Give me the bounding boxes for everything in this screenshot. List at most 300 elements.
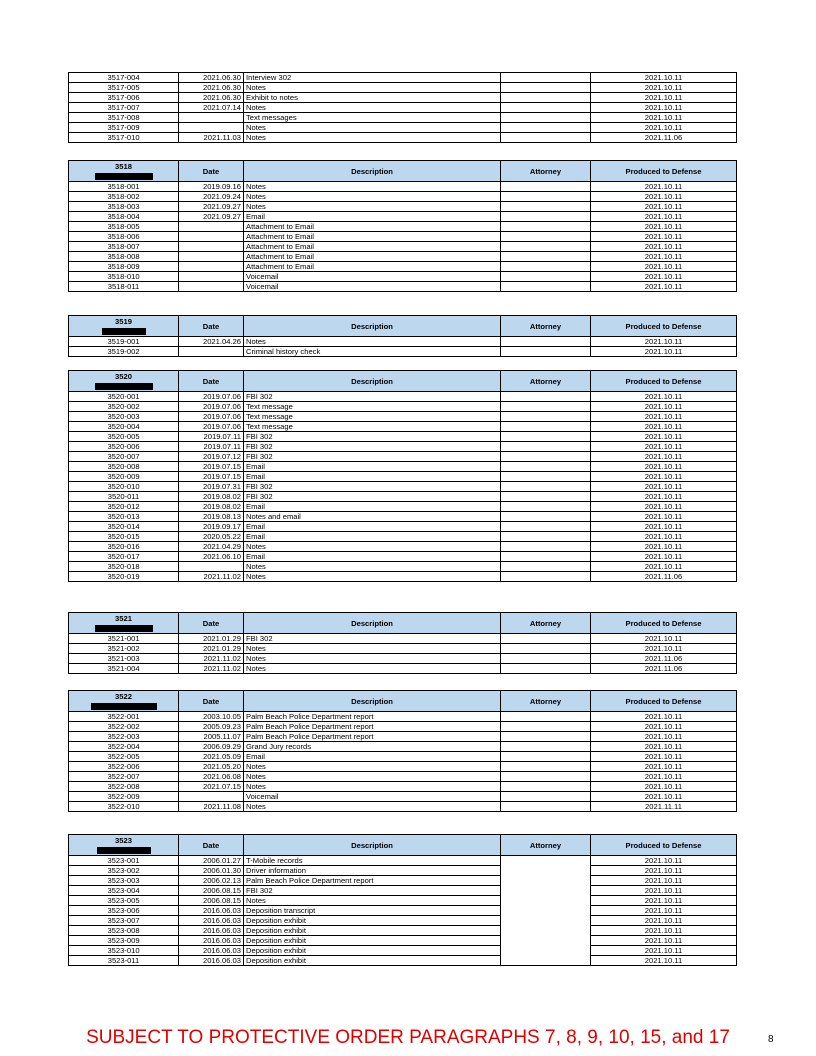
document-description: FBI 302 xyxy=(244,392,501,402)
witness-number: 3521 xyxy=(115,614,132,623)
document-description: Palm Beach Police Department report xyxy=(244,876,501,886)
document-date: 2021.05.20 xyxy=(179,762,244,772)
document-date: 2021.11.03 xyxy=(179,133,244,143)
produced-date: 2021.10.11 xyxy=(591,532,737,542)
produced-date: 2021.10.11 xyxy=(591,222,737,232)
produced-date: 2021.10.11 xyxy=(591,402,737,412)
document-id: 3520-013 xyxy=(69,512,179,522)
table-row xyxy=(69,242,737,252)
document-id: 3522-009 xyxy=(69,792,179,802)
table-row xyxy=(69,916,737,926)
produced-date: 2021.11.06 xyxy=(591,654,737,664)
document-id: 3521-004 xyxy=(69,664,179,674)
document-description: Notes xyxy=(244,182,501,192)
table-row xyxy=(69,712,737,722)
document-date xyxy=(179,242,244,252)
produced-date: 2021.10.11 xyxy=(591,752,737,762)
document-date: 2003.10.05 xyxy=(179,712,244,722)
document-description: Palm Beach Police Department report xyxy=(244,712,501,722)
document-id: 3520-003 xyxy=(69,412,179,422)
produced-date: 2021.10.11 xyxy=(591,242,737,252)
document-id: 3520-015 xyxy=(69,532,179,542)
document-date: 2021.09.27 xyxy=(179,212,244,222)
document-attorney xyxy=(501,452,591,462)
produced-date: 2021.10.11 xyxy=(591,337,737,347)
document-description: Email xyxy=(244,502,501,512)
produced-date: 2021.10.11 xyxy=(591,113,737,123)
table-row xyxy=(69,936,737,946)
redaction-bar xyxy=(91,703,157,710)
document-description: Attachment to Email xyxy=(244,232,501,242)
document-attorney xyxy=(501,412,591,422)
document-description: Attachment to Email xyxy=(244,222,501,232)
produced-date: 2021.10.11 xyxy=(591,634,737,644)
document-id: 3520-019 xyxy=(69,572,179,582)
document-date: 2021.11.08 xyxy=(179,802,244,812)
produced-date: 2021.10.11 xyxy=(591,123,737,133)
table-row xyxy=(69,482,737,492)
document-description: Attachment to Email xyxy=(244,252,501,262)
document-description: Email xyxy=(244,552,501,562)
document-attorney xyxy=(501,83,591,93)
document-attorney xyxy=(501,472,591,482)
table-row xyxy=(69,432,737,442)
document-date: 2021.06.30 xyxy=(179,73,244,83)
table-row xyxy=(69,252,737,262)
document-description: Email xyxy=(244,752,501,762)
produced-date: 2021.11.06 xyxy=(591,133,737,143)
table-row xyxy=(69,552,737,562)
document-attorney xyxy=(501,482,591,492)
produced-date: 2021.10.11 xyxy=(591,896,737,906)
document-description: Criminal history check xyxy=(244,347,501,357)
index-table-3520 xyxy=(68,370,737,582)
witness-number: 3518 xyxy=(115,162,132,171)
table-row xyxy=(69,83,737,93)
document-description: FBI 302 xyxy=(244,452,501,462)
document-attorney xyxy=(501,664,591,674)
table-row xyxy=(69,392,737,402)
document-date: 2021.06.08 xyxy=(179,772,244,782)
document-date: 2021.11.02 xyxy=(179,654,244,664)
document-date: 2021.05.09 xyxy=(179,752,244,762)
document-description: Notes xyxy=(244,83,501,93)
table-row xyxy=(69,654,737,664)
table-row xyxy=(69,442,737,452)
produced-date: 2021.10.11 xyxy=(591,782,737,792)
document-id: 3517-006 xyxy=(69,93,179,103)
document-id: 3523-010 xyxy=(69,946,179,956)
document-attorney xyxy=(501,552,591,562)
table-row xyxy=(69,772,737,782)
produced-date: 2021.10.11 xyxy=(591,712,737,722)
produced-date: 2021.10.11 xyxy=(591,412,737,422)
produced-date: 2021.10.11 xyxy=(591,462,737,472)
document-id: 3520-017 xyxy=(69,552,179,562)
table-header-row xyxy=(69,691,737,712)
document-date xyxy=(179,232,244,242)
description-header: Description xyxy=(244,691,501,712)
document-attorney xyxy=(501,337,591,347)
document-id: 3519-002 xyxy=(69,347,179,357)
produced-date: 2021.10.11 xyxy=(591,492,737,502)
document-attorney xyxy=(501,462,591,472)
document-id: 3520-007 xyxy=(69,452,179,462)
table-row xyxy=(69,472,737,482)
document-date: 2019.09.17 xyxy=(179,522,244,532)
document-description: FBI 302 xyxy=(244,442,501,452)
produced-date: 2021.10.11 xyxy=(591,452,737,462)
document-date: 2019.07.15 xyxy=(179,472,244,482)
document-description: Deposition exhibit xyxy=(244,916,501,926)
document-attorney xyxy=(501,222,591,232)
document-id: 3522-002 xyxy=(69,722,179,732)
document-attorney xyxy=(501,103,591,113)
document-date: 2019.07.06 xyxy=(179,422,244,432)
document-description: Email xyxy=(244,472,501,482)
document-date: 2019.07.11 xyxy=(179,442,244,452)
document-attorney xyxy=(501,712,591,722)
document-id: 3521-001 xyxy=(69,634,179,644)
date-header: Date xyxy=(179,691,244,712)
produced-date: 2021.10.11 xyxy=(591,262,737,272)
document-description: Notes xyxy=(244,202,501,212)
document-description: Notes xyxy=(244,572,501,582)
document-date: 2016.06.03 xyxy=(179,916,244,926)
document-date: 2016.06.03 xyxy=(179,906,244,916)
document-attorney xyxy=(501,522,591,532)
document-description: Exhibit to notes xyxy=(244,93,501,103)
document-id: 3523-005 xyxy=(69,896,179,906)
document-date: 2006.08.15 xyxy=(179,886,244,896)
document-date: 2016.06.03 xyxy=(179,936,244,946)
witness-number-header xyxy=(69,691,179,712)
document-id: 3522-001 xyxy=(69,712,179,722)
produced-header: Produced to Defense xyxy=(591,371,737,392)
table-row xyxy=(69,876,737,886)
document-attorney xyxy=(501,562,591,572)
produced-date: 2021.10.11 xyxy=(591,732,737,742)
description-header: Description xyxy=(244,613,501,634)
produced-date: 2021.10.11 xyxy=(591,522,737,532)
document-id: 3520-018 xyxy=(69,562,179,572)
document-attorney xyxy=(501,347,591,357)
produced-date: 2021.10.11 xyxy=(591,73,737,83)
document-id: 3522-003 xyxy=(69,732,179,742)
document-date: 2019.07.06 xyxy=(179,392,244,402)
table-row xyxy=(69,532,737,542)
table-row xyxy=(69,133,737,143)
produced-date: 2021.10.11 xyxy=(591,512,737,522)
date-header: Date xyxy=(179,835,244,856)
document-id: 3522-006 xyxy=(69,762,179,772)
table-header-row xyxy=(69,835,737,856)
document-date xyxy=(179,252,244,262)
document-date: 2019.09.16 xyxy=(179,182,244,192)
document-id: 3520-009 xyxy=(69,472,179,482)
table-row xyxy=(69,492,737,502)
produced-date: 2021.10.11 xyxy=(591,936,737,946)
document-date: 2021.09.27 xyxy=(179,202,244,212)
table-row xyxy=(69,123,737,133)
table-row xyxy=(69,232,737,242)
document-attorney xyxy=(501,432,591,442)
document-description: FBI 302 xyxy=(244,482,501,492)
document-attorney xyxy=(501,772,591,782)
document-description: Palm Beach Police Department report xyxy=(244,722,501,732)
document-attorney xyxy=(501,792,591,802)
document-date: 2021.06.30 xyxy=(179,93,244,103)
witness-number-header xyxy=(69,161,179,182)
produced-date: 2021.10.11 xyxy=(591,956,737,966)
document-attorney xyxy=(501,202,591,212)
document-description: Notes xyxy=(244,772,501,782)
document-date: 2016.06.03 xyxy=(179,926,244,936)
redaction-bar xyxy=(95,173,153,180)
document-description: Deposition exhibit xyxy=(244,956,501,966)
produced-date: 2021.10.11 xyxy=(591,212,737,222)
document-id: 3523-008 xyxy=(69,926,179,936)
witness-number-header xyxy=(69,371,179,392)
date-header: Date xyxy=(179,613,244,634)
table-row xyxy=(69,222,737,232)
document-description: Text messages xyxy=(244,113,501,123)
document-date: 2019.07.06 xyxy=(179,402,244,412)
document-attorney xyxy=(501,422,591,432)
document-date: 2019.07.31 xyxy=(179,482,244,492)
produced-header: Produced to Defense xyxy=(591,613,737,634)
produced-date: 2021.10.11 xyxy=(591,422,737,432)
document-attorney xyxy=(501,782,591,792)
document-attorney xyxy=(501,492,591,502)
index-table-3518 xyxy=(68,160,737,292)
attorney-header: Attorney xyxy=(501,161,591,182)
redaction-bar xyxy=(97,847,151,854)
document-date xyxy=(179,123,244,133)
table-row xyxy=(69,282,737,292)
table-row xyxy=(69,93,737,103)
document-id: 3523-001 xyxy=(69,856,179,866)
document-id: 3517-007 xyxy=(69,103,179,113)
document-id: 3522-004 xyxy=(69,742,179,752)
document-id: 3520-001 xyxy=(69,392,179,402)
produced-header: Produced to Defense xyxy=(591,835,737,856)
document-date xyxy=(179,347,244,357)
table-row xyxy=(69,113,737,123)
table-row xyxy=(69,502,737,512)
document-attorney xyxy=(501,442,591,452)
document-description: Voicemail xyxy=(244,282,501,292)
table-row xyxy=(69,462,737,472)
date-header: Date xyxy=(179,371,244,392)
document-description: Notes xyxy=(244,192,501,202)
table-row xyxy=(69,762,737,772)
document-date: 2006.02.13 xyxy=(179,876,244,886)
document-id: 3520-011 xyxy=(69,492,179,502)
document-description: FBI 302 xyxy=(244,492,501,502)
document-id: 3523-002 xyxy=(69,866,179,876)
redaction-bar xyxy=(95,625,153,632)
document-id: 3522-008 xyxy=(69,782,179,792)
document-attorney xyxy=(501,182,591,192)
table-row xyxy=(69,896,737,906)
document-description: T-Mobile records xyxy=(244,856,501,866)
document-date: 2006.01.27 xyxy=(179,856,244,866)
document-attorney xyxy=(501,644,591,654)
produced-date: 2021.10.11 xyxy=(591,876,737,886)
document-description: Voicemail xyxy=(244,272,501,282)
produced-date: 2021.10.11 xyxy=(591,866,737,876)
document-date: 2019.07.12 xyxy=(179,452,244,462)
produced-date: 2021.11.11 xyxy=(591,802,737,812)
document-date xyxy=(179,792,244,802)
produced-date: 2021.10.11 xyxy=(591,272,737,282)
witness-number-header xyxy=(69,835,179,856)
table-header-row xyxy=(69,371,737,392)
document-description: Notes xyxy=(244,782,501,792)
document-id: 3521-003 xyxy=(69,654,179,664)
table-row xyxy=(69,664,737,674)
attorney-header: Attorney xyxy=(501,371,591,392)
document-id: 3519-001 xyxy=(69,337,179,347)
table-header-row xyxy=(69,316,737,337)
document-id: 3518-002 xyxy=(69,192,179,202)
document-attorney xyxy=(501,752,591,762)
document-description: Text message xyxy=(244,402,501,412)
produced-date: 2021.10.11 xyxy=(591,926,737,936)
produced-date: 2021.10.11 xyxy=(591,432,737,442)
document-description: Notes and email xyxy=(244,512,501,522)
document-attorney xyxy=(501,512,591,522)
table-row xyxy=(69,512,737,522)
table-row xyxy=(69,182,737,192)
document-date: 2005.09.23 xyxy=(179,722,244,732)
document-description: Notes xyxy=(244,103,501,113)
produced-date: 2021.10.11 xyxy=(591,182,737,192)
table-row xyxy=(69,452,737,462)
document-id: 3518-003 xyxy=(69,202,179,212)
document-date: 2021.09.24 xyxy=(179,192,244,202)
table-row xyxy=(69,73,737,83)
document-attorney xyxy=(501,532,591,542)
table-row xyxy=(69,202,737,212)
document-date: 2006.08.15 xyxy=(179,896,244,906)
index-table-3519 xyxy=(68,315,737,357)
description-header: Description xyxy=(244,161,501,182)
produced-header: Produced to Defense xyxy=(591,691,737,712)
table-row xyxy=(69,802,737,812)
document-attorney xyxy=(501,634,591,644)
table-row xyxy=(69,866,737,876)
index-table-3523 xyxy=(68,834,737,966)
document-id: 3520-014 xyxy=(69,522,179,532)
table-row xyxy=(69,103,737,113)
document-date: 2005.11.07 xyxy=(179,732,244,742)
produced-date: 2021.10.11 xyxy=(591,347,737,357)
document-id: 3517-009 xyxy=(69,123,179,133)
document-description: FBI 302 xyxy=(244,432,501,442)
description-header: Description xyxy=(244,835,501,856)
document-id: 3518-007 xyxy=(69,242,179,252)
attorney-header: Attorney xyxy=(501,691,591,712)
table-row xyxy=(69,732,737,742)
produced-date: 2021.10.11 xyxy=(591,856,737,866)
table-row xyxy=(69,856,737,866)
document-date xyxy=(179,262,244,272)
document-attorney xyxy=(501,113,591,123)
document-date: 2021.07.15 xyxy=(179,782,244,792)
document-description: Text message xyxy=(244,412,501,422)
document-id: 3520-004 xyxy=(69,422,179,432)
table-row xyxy=(69,742,737,752)
document-date xyxy=(179,562,244,572)
document-date: 2019.07.11 xyxy=(179,432,244,442)
document-description: Notes xyxy=(244,123,501,133)
redaction-bar xyxy=(95,383,153,390)
document-attorney xyxy=(501,73,591,83)
produced-date: 2021.10.11 xyxy=(591,502,737,512)
document-description: Interview 302 xyxy=(244,73,501,83)
protective-order-notice: SUBJECT TO PROTECTIVE ORDER PARAGRAPHS 7, 8, 9, 10, 15, and 17 xyxy=(86,1027,730,1048)
produced-date: 2021.10.11 xyxy=(591,886,737,896)
document-description: Notes xyxy=(244,133,501,143)
attorney-header: Attorney xyxy=(501,835,591,856)
redaction-bar xyxy=(102,328,146,335)
document-description: Grand Jury records xyxy=(244,742,501,752)
table-row xyxy=(69,192,737,202)
document-date: 2006.01.30 xyxy=(179,866,244,876)
table-row xyxy=(69,347,737,357)
index-table-3517-continued xyxy=(68,72,737,143)
document-id: 3520-006 xyxy=(69,442,179,452)
produced-date: 2021.10.11 xyxy=(591,482,737,492)
document-date: 2016.06.03 xyxy=(179,946,244,956)
produced-date: 2021.10.11 xyxy=(591,442,737,452)
document-description: Deposition exhibit xyxy=(244,926,501,936)
document-date: 2021.11.02 xyxy=(179,664,244,674)
produced-date: 2021.10.11 xyxy=(591,722,737,732)
document-description: Notes xyxy=(244,542,501,552)
document-id: 3523-011 xyxy=(69,956,179,966)
table-row xyxy=(69,926,737,936)
document-date: 2019.08.02 xyxy=(179,502,244,512)
document-id: 3522-007 xyxy=(69,772,179,782)
witness-number-header xyxy=(69,316,179,337)
produced-date: 2021.10.11 xyxy=(591,552,737,562)
produced-date: 2021.11.06 xyxy=(591,572,737,582)
document-date: 2021.06.30 xyxy=(179,83,244,93)
document-id: 3517-008 xyxy=(69,113,179,123)
document-id: 3517-010 xyxy=(69,133,179,143)
document-attorney xyxy=(501,392,591,402)
description-header: Description xyxy=(244,316,501,337)
document-description: Deposition exhibit xyxy=(244,936,501,946)
produced-date: 2021.10.11 xyxy=(591,542,737,552)
document-id: 3522-005 xyxy=(69,752,179,762)
document-attorney xyxy=(501,262,591,272)
document-id: 3523-009 xyxy=(69,936,179,946)
produced-date: 2021.10.11 xyxy=(591,202,737,212)
witness-number-header xyxy=(69,613,179,634)
document-id: 3520-010 xyxy=(69,482,179,492)
produced-date: 2021.10.11 xyxy=(591,742,737,752)
document-date: 2020.05.22 xyxy=(179,532,244,542)
produced-header: Produced to Defense xyxy=(591,316,737,337)
document-attorney xyxy=(501,192,591,202)
document-description: Notes xyxy=(244,896,501,906)
document-attorney xyxy=(501,572,591,582)
produced-date: 2021.10.11 xyxy=(591,906,737,916)
